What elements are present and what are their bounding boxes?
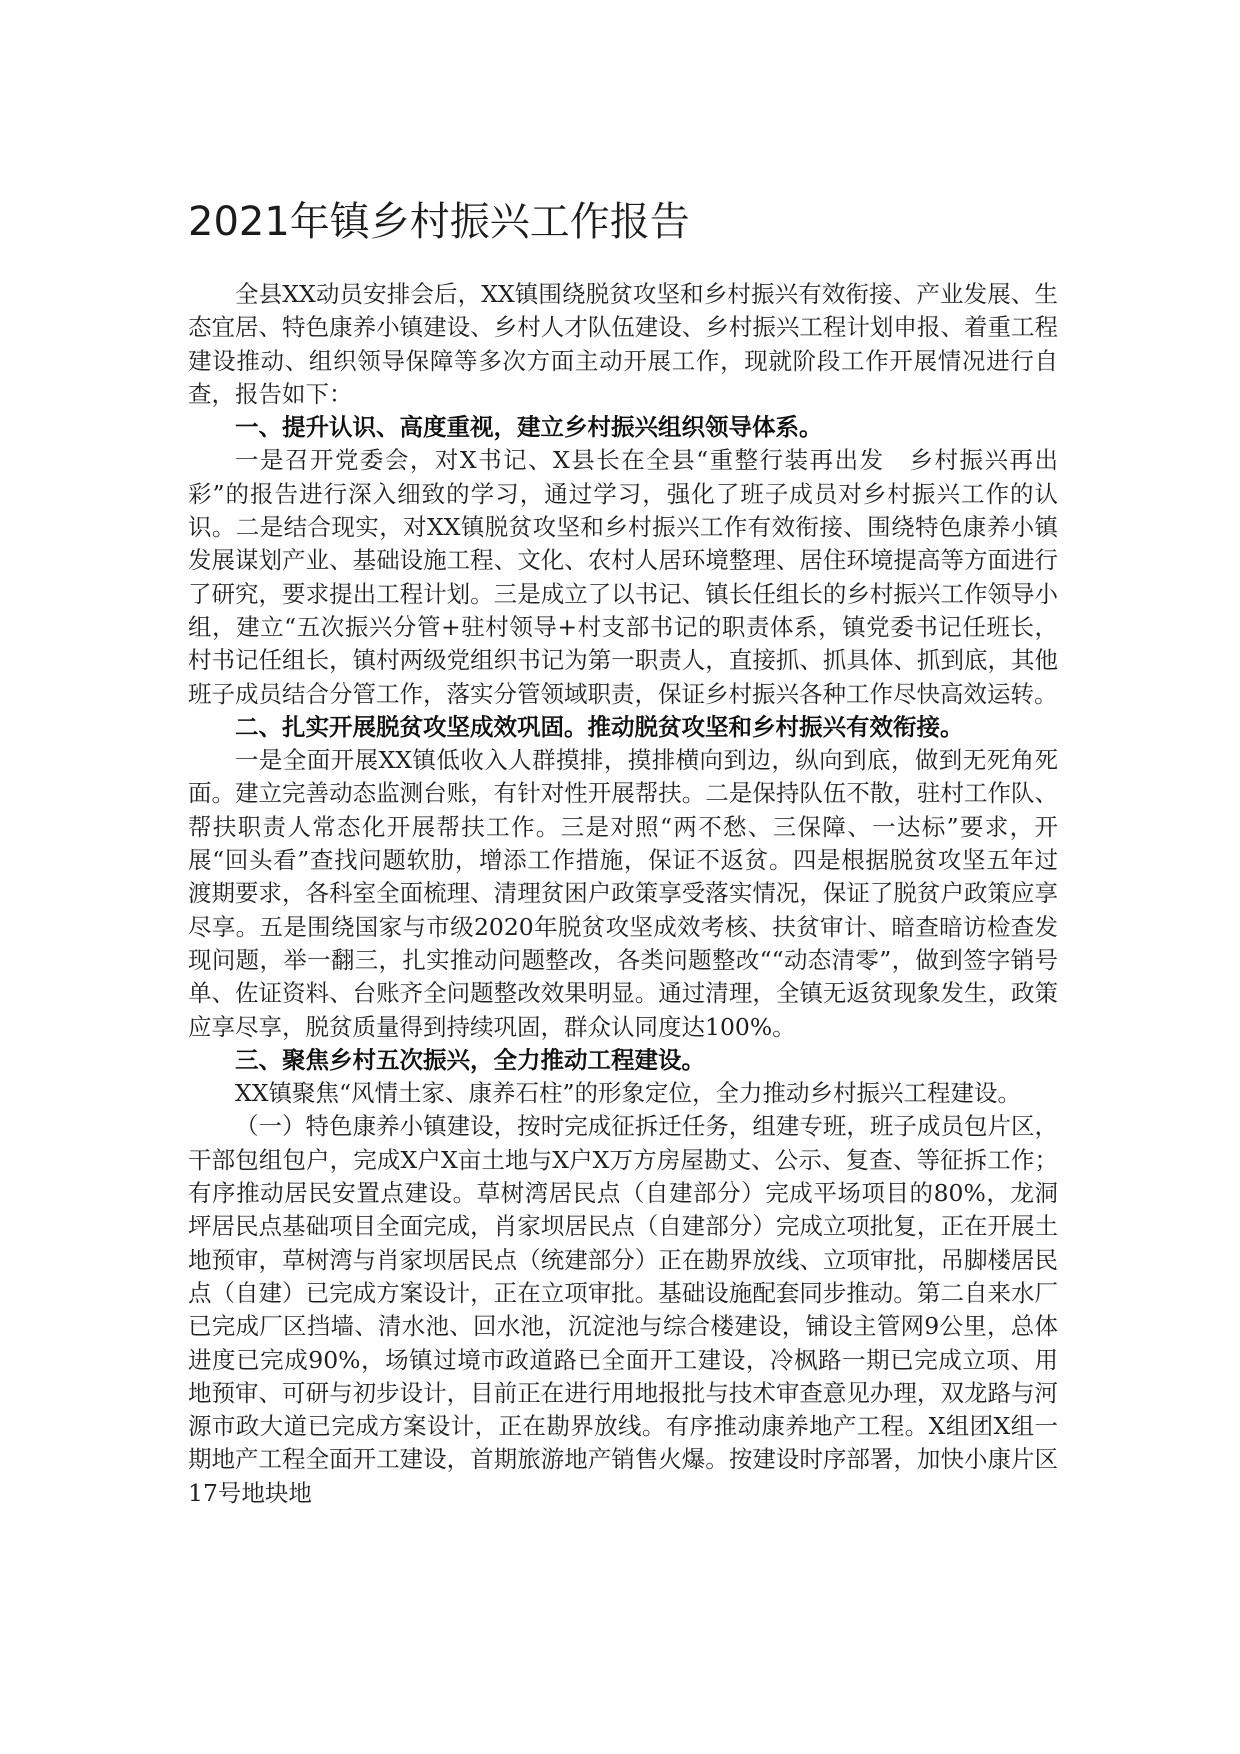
section-3-subsection-1-paragraph: （一）特色康养小镇建设，按时完成征拆迁任务，组建专班，班子成员包片区，干部包组包户，完成X户X亩土地与X户X万方房屋勘丈、公示、复查、等征拆工作；有序推动居民安置点建设。草树湾居民点（自建部分）完成平场项目的80%，龙洞坪居民点基础项目全面完成，肖家坝居民点（自建部分）完成立项批复，正在开展土地预审，草树湾与肖家坝居民点（统建部分）正在勘界放线、立项审批，吊脚楼居民点（自建）已完成方案设计，正在立项审批。基础设施配套同步推动。第二自来水厂已完成厂区挡墙、清水池、回水池，沉淀池与综合楼建设，铺设主管网9公里，总体进度已完成90%，场镇过境市政道路已全面开工建设，冷枫路一期已完成立项、用地预审、可研与初步设计，目前正在进行用地报批与技术审查意见办理，双龙路与河源市政大道已完成方案设计，正在勘界放线。有序推动康养地产工程。X组团X组一期地产工程全面开工建设，首期旅游地产销售火爆。按建设时序部署，加快小康片区17号地块地 xyxy=(188,1112,1058,1507)
section-2-paragraph: 一是全面开展XX镇低收入人群摸排，摸排横向到边，纵向到底，做到无死角死面。建立完善动态监测台账，有针对性开展帮扶。二是保持队伍不散，驻村工作队、帮扶职责人常态化开展帮扶工作。三是对照“两不愁、三保障、一达标”要求，开展“回头看”查找问题软肋，增添工作措施，保证不返贫。四是根据脱贫攻坚五年过渡期要求，各科室全面梳理、清理贫困户政策享受落实情况，保证了脱贫户政策应享尽享。五是围绕国家与市级2020年脱贫攻坚成效考核、扶贫审计、暗查暗访检查发现问题，举一翻三，扎实推动问题整改，各类问题整改““动态清零”，做到签字销号单、佐证资料、台账齐全问题整改效果明显。通过清理，全镇无返贫现象发生，政策应享尽享，脱贫质量得到持续巩固，群众认同度达100%。 xyxy=(188,746,1058,1041)
document-title: 2021年镇乡村振兴工作报告 xyxy=(188,199,690,245)
section-heading-1: 一、提升认识、高度重视，建立乡村振兴组织领导体系。 xyxy=(235,413,823,442)
intro-paragraph: 全县XX动员安排会后，XX镇围绕脱贫攻坚和乡村振兴有效衔接、产业发展、生态宜居、特色康养小镇建设、乡村人才队伍建设、乡村振兴工程计划申报、着重工程建设推动、组织领导保障等多次方面主动开展工作，现就阶段工作开展情况进行自查，报告如下： xyxy=(188,280,1058,408)
document-body xyxy=(188,196,1058,1510)
section-3-intro-paragraph: XX镇聚焦“风情土家、康养石柱”的形象定位，全力推动乡村振兴工程建设。 xyxy=(235,1079,1021,1108)
section-heading-2: 二、扎实开展脱贫攻坚成效巩固。推动脱贫攻坚和乡村振兴有效衔接。 xyxy=(235,712,964,741)
section-1-paragraph: 一是召开党委会，对X书记、X县长在全县“重整行装再出发 乡村振兴再出彩”的报告进行深入细致的学习，通过学习，强化了班子成员对乡村振兴工作的认识。二是结合现实，对XX镇脱贫攻坚和乡村振兴工作有效衔接、围绕特色康养小镇发展谋划产业、基础设施工程、文化、农村人居环境整理、居住环境提高等方面进行了研究，要求提出工程计划。三是成立了以书记、镇长任组长的乡村振兴工作领导小组，建立“五次振兴分管+驻村领导+村支部书记的职责体系，镇党委书记任班长，村书记任组长，镇村两级党组织书记为第一职责人，直接抓、抓具体、抓到底，其他班子成员结合分管工作，落实分管领域职责，保证乡村振兴各种工作尽快高效运转。 xyxy=(188,446,1058,708)
section-heading-3: 三、聚焦乡村五次振兴，全力推动工程建设。 xyxy=(235,1045,705,1074)
